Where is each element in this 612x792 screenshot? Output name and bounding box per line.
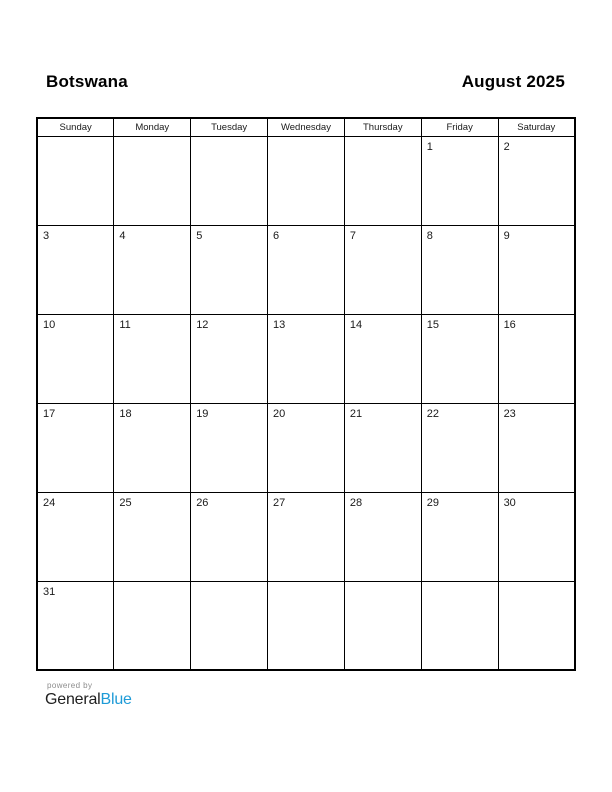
day-number: 13 xyxy=(273,318,286,331)
day-number: 6 xyxy=(273,229,280,242)
day-cell-9 xyxy=(498,225,575,314)
day-cell-empty xyxy=(344,581,421,670)
day-cell-26 xyxy=(191,492,268,581)
week-row-4 xyxy=(37,403,575,492)
day-header-monday: Monday xyxy=(114,118,191,136)
day-header-saturday: Saturday xyxy=(498,118,575,136)
day-header-friday: Friday xyxy=(421,118,498,136)
day-number: 10 xyxy=(43,318,56,331)
day-cell-5 xyxy=(191,225,268,314)
day-cell-empty xyxy=(268,581,345,670)
day-number: 30 xyxy=(503,496,516,509)
day-cell-28 xyxy=(344,492,421,581)
week-row-3 xyxy=(37,314,575,403)
day-number: 5 xyxy=(196,229,203,242)
day-number: 12 xyxy=(196,318,209,331)
week-row-5 xyxy=(37,492,575,581)
day-number: 11 xyxy=(119,318,131,331)
day-cell-19 xyxy=(191,403,268,492)
day-number: 17 xyxy=(43,407,56,420)
day-cell-empty xyxy=(191,581,268,670)
day-cell-6 xyxy=(268,225,345,314)
day-number: 3 xyxy=(43,229,50,242)
day-number: 23 xyxy=(503,407,516,420)
day-cell-7 xyxy=(344,225,421,314)
day-cell-24 xyxy=(37,492,114,581)
day-cell-23 xyxy=(498,403,575,492)
day-number: 24 xyxy=(43,496,56,509)
day-number: 7 xyxy=(349,229,356,242)
day-number: 26 xyxy=(196,496,209,509)
day-cell-20 xyxy=(268,403,345,492)
generalblue-logo xyxy=(45,691,132,709)
day-number: 14 xyxy=(349,318,363,331)
day-cell-2 xyxy=(498,136,575,225)
day-cell-empty xyxy=(421,581,498,670)
day-number: 20 xyxy=(273,407,286,420)
day-number: 21 xyxy=(349,407,363,420)
day-cell-11 xyxy=(114,314,191,403)
day-cell-15 xyxy=(421,314,498,403)
day-number: 18 xyxy=(119,407,132,420)
day-cell-empty xyxy=(114,136,191,225)
day-cell-16 xyxy=(498,314,575,403)
day-header-wednesday: Wednesday xyxy=(268,118,345,136)
day-header-sunday: Sunday xyxy=(37,118,114,136)
day-number: 27 xyxy=(273,496,286,509)
day-cell-14 xyxy=(344,314,421,403)
day-cell-22 xyxy=(421,403,498,492)
day-header-thursday: Thursday xyxy=(344,118,421,136)
week-row-1 xyxy=(37,136,575,225)
day-number: 31 xyxy=(43,585,56,598)
day-cell-12 xyxy=(191,314,268,403)
day-cell-empty xyxy=(268,136,345,225)
month-year-title: August 2025 xyxy=(461,72,565,91)
country-title: Botswana xyxy=(46,72,128,91)
day-number: 22 xyxy=(426,407,439,420)
day-number: 2 xyxy=(503,140,510,153)
day-cell-empty xyxy=(114,581,191,670)
day-number: 19 xyxy=(196,407,209,420)
day-number: 16 xyxy=(503,318,516,331)
day-cell-13 xyxy=(268,314,345,403)
day-cell-10 xyxy=(37,314,114,403)
day-cell-empty xyxy=(191,136,268,225)
page-header xyxy=(46,72,565,92)
day-cell-21 xyxy=(344,403,421,492)
day-number: 9 xyxy=(503,229,510,242)
day-cell-empty xyxy=(37,136,114,225)
day-cell-4 xyxy=(114,225,191,314)
day-number: 29 xyxy=(426,496,439,509)
day-cell-empty xyxy=(344,136,421,225)
day-header-tuesday: Tuesday xyxy=(191,118,268,136)
day-number: 8 xyxy=(426,229,433,242)
day-cell-25 xyxy=(114,492,191,581)
calendar-table xyxy=(36,117,576,671)
day-number: 28 xyxy=(349,496,363,509)
day-number: 4 xyxy=(119,229,126,242)
day-cell-27 xyxy=(268,492,345,581)
day-cell-31 xyxy=(37,581,114,670)
calendar-day-header-row xyxy=(37,118,575,136)
day-cell-18 xyxy=(114,403,191,492)
day-cell-8 xyxy=(421,225,498,314)
brand-blue-text: Blue xyxy=(100,691,132,708)
day-cell-1 xyxy=(421,136,498,225)
week-row-6 xyxy=(37,581,575,670)
day-number: 15 xyxy=(426,318,439,331)
day-cell-17 xyxy=(37,403,114,492)
page-footer xyxy=(45,681,132,709)
week-row-2 xyxy=(37,225,575,314)
brand-general-text: General xyxy=(45,691,101,708)
day-cell-3 xyxy=(37,225,114,314)
day-number: 25 xyxy=(119,496,132,509)
day-cell-30 xyxy=(498,492,575,581)
day-cell-29 xyxy=(421,492,498,581)
day-cell-empty xyxy=(498,581,575,670)
day-number: 1 xyxy=(426,140,433,153)
powered-by-text: powered by xyxy=(47,681,93,690)
